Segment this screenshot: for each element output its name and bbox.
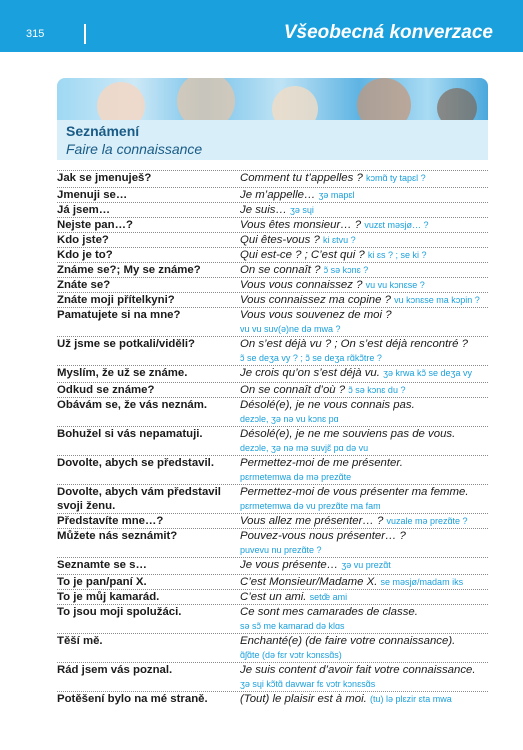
phrase-fr-text: Qui êtes-vous ? <box>240 234 320 246</box>
chapter-title: Všeobecná konverzace <box>283 22 493 43</box>
phrase-fr-text: C’est Monsieur/Madame X. <box>240 576 378 588</box>
row-divider <box>57 513 488 514</box>
phrase-fr <box>240 278 488 292</box>
phrase-row <box>57 691 488 706</box>
phrase-pronunciation: ʒə vu prezɑ̃t <box>341 560 391 570</box>
row-divider <box>57 232 488 233</box>
phrase-cz: Kdo je to? <box>57 249 113 261</box>
phrase-cz: Myslím, že už se známe. <box>57 367 188 379</box>
phrase-fr <box>240 485 488 513</box>
row-divider <box>57 484 488 485</box>
phrase-row <box>57 557 488 574</box>
phrase-fr <box>240 383 488 397</box>
phrase-row <box>57 307 488 336</box>
phrase-fr <box>240 171 488 185</box>
row-divider <box>57 574 488 575</box>
phrase-cz: To je můj kamarád. <box>57 591 160 603</box>
phrase-fr <box>240 293 488 307</box>
phrase-cz: Rád jsem vás poznal. <box>57 664 173 676</box>
phrase-cz: Dovolte, abych vám představil svoji ženu. <box>57 486 221 512</box>
phrase-row <box>57 292 488 307</box>
phrase-pronunciation: vu kɔnɛse ma kɔpin ? <box>394 295 480 305</box>
phrase-pronunciation: sə sɔ̃ me kamarad də klɑs <box>240 621 345 631</box>
phrase-row <box>57 365 488 382</box>
phrase-cz: Dovolte, abych se představil. <box>57 457 214 469</box>
phrase-pronunciation: vuzɛt məsjø… ? <box>364 220 429 230</box>
phrase-cz: Bohužel si vás nepamatuji. <box>57 428 203 440</box>
phrase-row <box>57 397 488 426</box>
phrase-fr <box>240 203 488 217</box>
row-divider <box>57 589 488 590</box>
phrase-cz: Kdo jste? <box>57 234 109 246</box>
phrase-fr <box>240 337 488 365</box>
row-divider <box>57 217 488 218</box>
phrase-row <box>57 170 488 187</box>
phrase-cz: Jmenuji se… <box>57 189 128 201</box>
phrase-fr-text: Je suis… <box>240 204 287 216</box>
phrase-fr <box>240 263 488 277</box>
phrase-fr-text: Vous êtes monsieur… ? <box>240 219 362 231</box>
phrase-row <box>57 604 488 633</box>
row-divider <box>57 277 488 278</box>
phrase-fr <box>240 188 488 202</box>
row-divider <box>57 455 488 456</box>
phrase-row <box>57 382 488 397</box>
phrase-fr-text: Qui est-ce ? ; C’est qui ? <box>240 249 365 261</box>
phrase-pronunciation: ɑ̃ʃɑ̃te (də fɛr vɔtr kɔnɛsɑ̃s) <box>240 650 342 660</box>
phrase-pronunciation: ʒə krwa kɔ̃ se deʒa vy <box>383 368 472 378</box>
phrase-pronunciation: ʒə mapɛl <box>318 190 355 200</box>
phrase-cz: Znáte moji přítelkyni? <box>57 294 175 306</box>
row-divider <box>57 187 488 188</box>
phrase-fr <box>240 514 488 528</box>
phrase-pronunciation: ki ɛs ? ; se ki ? <box>367 250 427 260</box>
phrase-fr <box>240 233 488 247</box>
phrase-fr <box>240 605 488 633</box>
row-divider <box>57 170 488 171</box>
phrase-fr-text: Vous vous connaissez ? <box>240 279 363 291</box>
phrase-pronunciation: kɔmɑ̃ ty tapɛl ? <box>366 173 426 183</box>
phrase-row <box>57 262 488 277</box>
phrase-fr <box>240 558 488 572</box>
phrase-fr <box>240 590 488 604</box>
phrase-pronunciation: ɔ̃ sə kɔnɛ ? <box>323 265 369 275</box>
row-divider <box>57 426 488 427</box>
phrase-row <box>57 574 488 589</box>
row-divider <box>57 382 488 383</box>
phrase-cz: Pamatujete si na mne? <box>57 309 181 321</box>
phrase-row <box>57 247 488 262</box>
phrase-fr <box>240 427 488 455</box>
phrase-fr-text: Vous allez me présenter… ? <box>240 515 384 527</box>
header-divider <box>84 24 86 44</box>
row-divider <box>57 633 488 634</box>
phrase-cz: Já jsem… <box>57 204 111 216</box>
phrase-fr <box>240 634 488 662</box>
phrase-fr <box>240 456 488 484</box>
row-divider <box>57 397 488 398</box>
phrase-fr-text: (Tout) le plaisir est à moi. <box>240 693 367 705</box>
phrase-fr-text: Je vous présente… <box>240 559 339 571</box>
phrase-fr-text: Permettez-moi de me présenter. <box>240 457 403 469</box>
row-divider <box>57 292 488 293</box>
phrase-fr-text: Vous vous souvenez de moi ? <box>240 309 392 321</box>
phrase-cz: Potěšení bylo na mé straně. <box>57 693 208 705</box>
row-divider <box>57 557 488 558</box>
phrase-fr-text: Je crois qu’on s’est déjà vu. <box>240 367 380 379</box>
phrase-pronunciation: ʒə sɥi kɔ̃tɑ̃ davwar fɛ vɔtr kɔnɛsɑ̃s <box>240 679 376 689</box>
row-divider <box>57 247 488 248</box>
phrase-fr-text: Désolé(e), je ne me souviens pas de vous. <box>240 428 456 440</box>
phrase-row <box>57 528 488 557</box>
phrase-fr-text: Pouvez-vous nous présenter… ? <box>240 530 406 542</box>
phrase-cz: Obávám se, že vás neznám. <box>57 399 208 411</box>
phrase-cz: To jsou moji spolužáci. <box>57 606 182 618</box>
phrase-pronunciation: ɔ̃ sə kɔnɛ du ? <box>348 385 406 395</box>
phrase-fr <box>240 529 488 557</box>
phrase-row <box>57 232 488 247</box>
phrase-fr-text: Je suis content d’avoir fait votre connaissance. <box>240 664 476 676</box>
phrase-pronunciation: ʒə sɥi <box>290 205 314 215</box>
row-divider <box>57 691 488 692</box>
phrase-pronunciation: dezɔle, ʒə nə vu kɔnɛ pɑ <box>240 414 339 424</box>
phrase-cz: Jak se jmenuješ? <box>57 172 152 184</box>
phrase-row <box>57 426 488 455</box>
row-divider <box>57 307 488 308</box>
phrase-fr-text: Permettez-moi de vous présenter ma femme. <box>240 486 469 498</box>
phrase-pronunciation: pɛrmetemwa də vu prezɑ̃te ma fam <box>240 501 381 511</box>
phrase-cz: Těší mě. <box>57 635 103 647</box>
phrase-cz: Nejste pan…? <box>57 219 133 231</box>
phrase-row <box>57 662 488 691</box>
phrase-row <box>57 513 488 528</box>
section-title-fr: Faire la connaissance <box>66 141 203 157</box>
page-number: 315 <box>26 28 45 40</box>
phrase-cz: Můžete nás seznámit? <box>57 530 178 542</box>
phrase-pronunciation: se məsjø/madam iks <box>380 577 464 587</box>
phrase-fr <box>240 663 488 691</box>
phrase-fr <box>240 248 488 262</box>
phrase-row <box>57 277 488 292</box>
row-divider <box>57 365 488 366</box>
row-divider <box>57 202 488 203</box>
section-title-cz: Seznámení <box>66 123 140 139</box>
phrase-cz: Už jsme se potkali/viděli? <box>57 338 196 350</box>
phrase-pronunciation: vuzale mə prezɑ̃te ? <box>386 516 468 526</box>
phrase-pronunciation: pɛrmetemwa də mə prezɑ̃te <box>240 472 352 482</box>
phrase-cz: To je pan/paní X. <box>57 576 147 588</box>
phrase-row <box>57 633 488 662</box>
phrase-fr-text: Ce sont mes camarades de classe. <box>240 606 418 618</box>
phrase-fr <box>240 366 488 380</box>
phrase-row <box>57 589 488 604</box>
phrase-row <box>57 217 488 232</box>
phrase-cz: Představíte mne…? <box>57 515 164 527</box>
phrase-pronunciation: (tu) lə plɛzir ɛta mwa <box>370 694 452 704</box>
phrase-fr <box>240 692 488 706</box>
phrase-fr-text: On se connaît ? <box>240 264 321 276</box>
phrase-fr <box>240 575 488 589</box>
phrase-cz: Odkud se známe? <box>57 384 155 396</box>
header-photo <box>57 78 488 120</box>
phrase-fr-text: Désolé(e), je ne vous connais pas. <box>240 399 415 411</box>
phrase-fr <box>240 398 488 426</box>
row-divider <box>57 262 488 263</box>
phrase-row <box>57 202 488 217</box>
row-divider <box>57 662 488 663</box>
phrase-pronunciation: vu vu kɔnɛse ? <box>365 280 425 290</box>
phrase-cz: Seznamte se s… <box>57 559 147 571</box>
phrase-pronunciation: vu vu suv(ə)ne də mwa ? <box>240 324 341 334</box>
phrase-pronunciation: ɔ̃ se deʒa vy ? ; ɔ̃ se deʒa rɑ̃kɔ̃tre ? <box>240 353 382 363</box>
phrase-fr-text: On se connaît d’où ? <box>240 384 346 396</box>
phrase-pronunciation: puvevu nu prezɑ̃te ? <box>240 545 322 555</box>
phrase-row <box>57 187 488 202</box>
row-divider <box>57 336 488 337</box>
phrase-cz: Známe se?; My se známe? <box>57 264 201 276</box>
phrase-fr-text: C’est un ami. <box>240 591 307 603</box>
phrase-fr-text: Enchanté(e) (de faire votre connaissance). <box>240 635 456 647</box>
phrase-fr-text: Je m’appelle… <box>240 189 316 201</box>
row-divider <box>57 528 488 529</box>
row-divider <box>57 604 488 605</box>
phrase-pronunciation: dezɔle, ʒə nə mə suvjɛ̃ pɑ də vu <box>240 443 369 453</box>
phrase-row <box>57 336 488 365</box>
phrase-pronunciation: ki ɛtvu ? <box>322 235 356 245</box>
phrase-fr-text: Vous connaissez ma copine ? <box>240 294 391 306</box>
phrase-row <box>57 484 488 513</box>
phrase-cz: Znáte se? <box>57 279 111 291</box>
phrase-fr <box>240 308 488 336</box>
phrase-row <box>57 455 488 484</box>
phrase-fr-text: On s’est déjà vu ? ; On s’est déjà rencontré ? <box>240 338 468 350</box>
phrase-fr-text: Comment tu t’appelles ? <box>240 172 363 184</box>
phrase-fr <box>240 218 488 232</box>
phrase-pronunciation: setœ̃ ami <box>309 592 348 602</box>
